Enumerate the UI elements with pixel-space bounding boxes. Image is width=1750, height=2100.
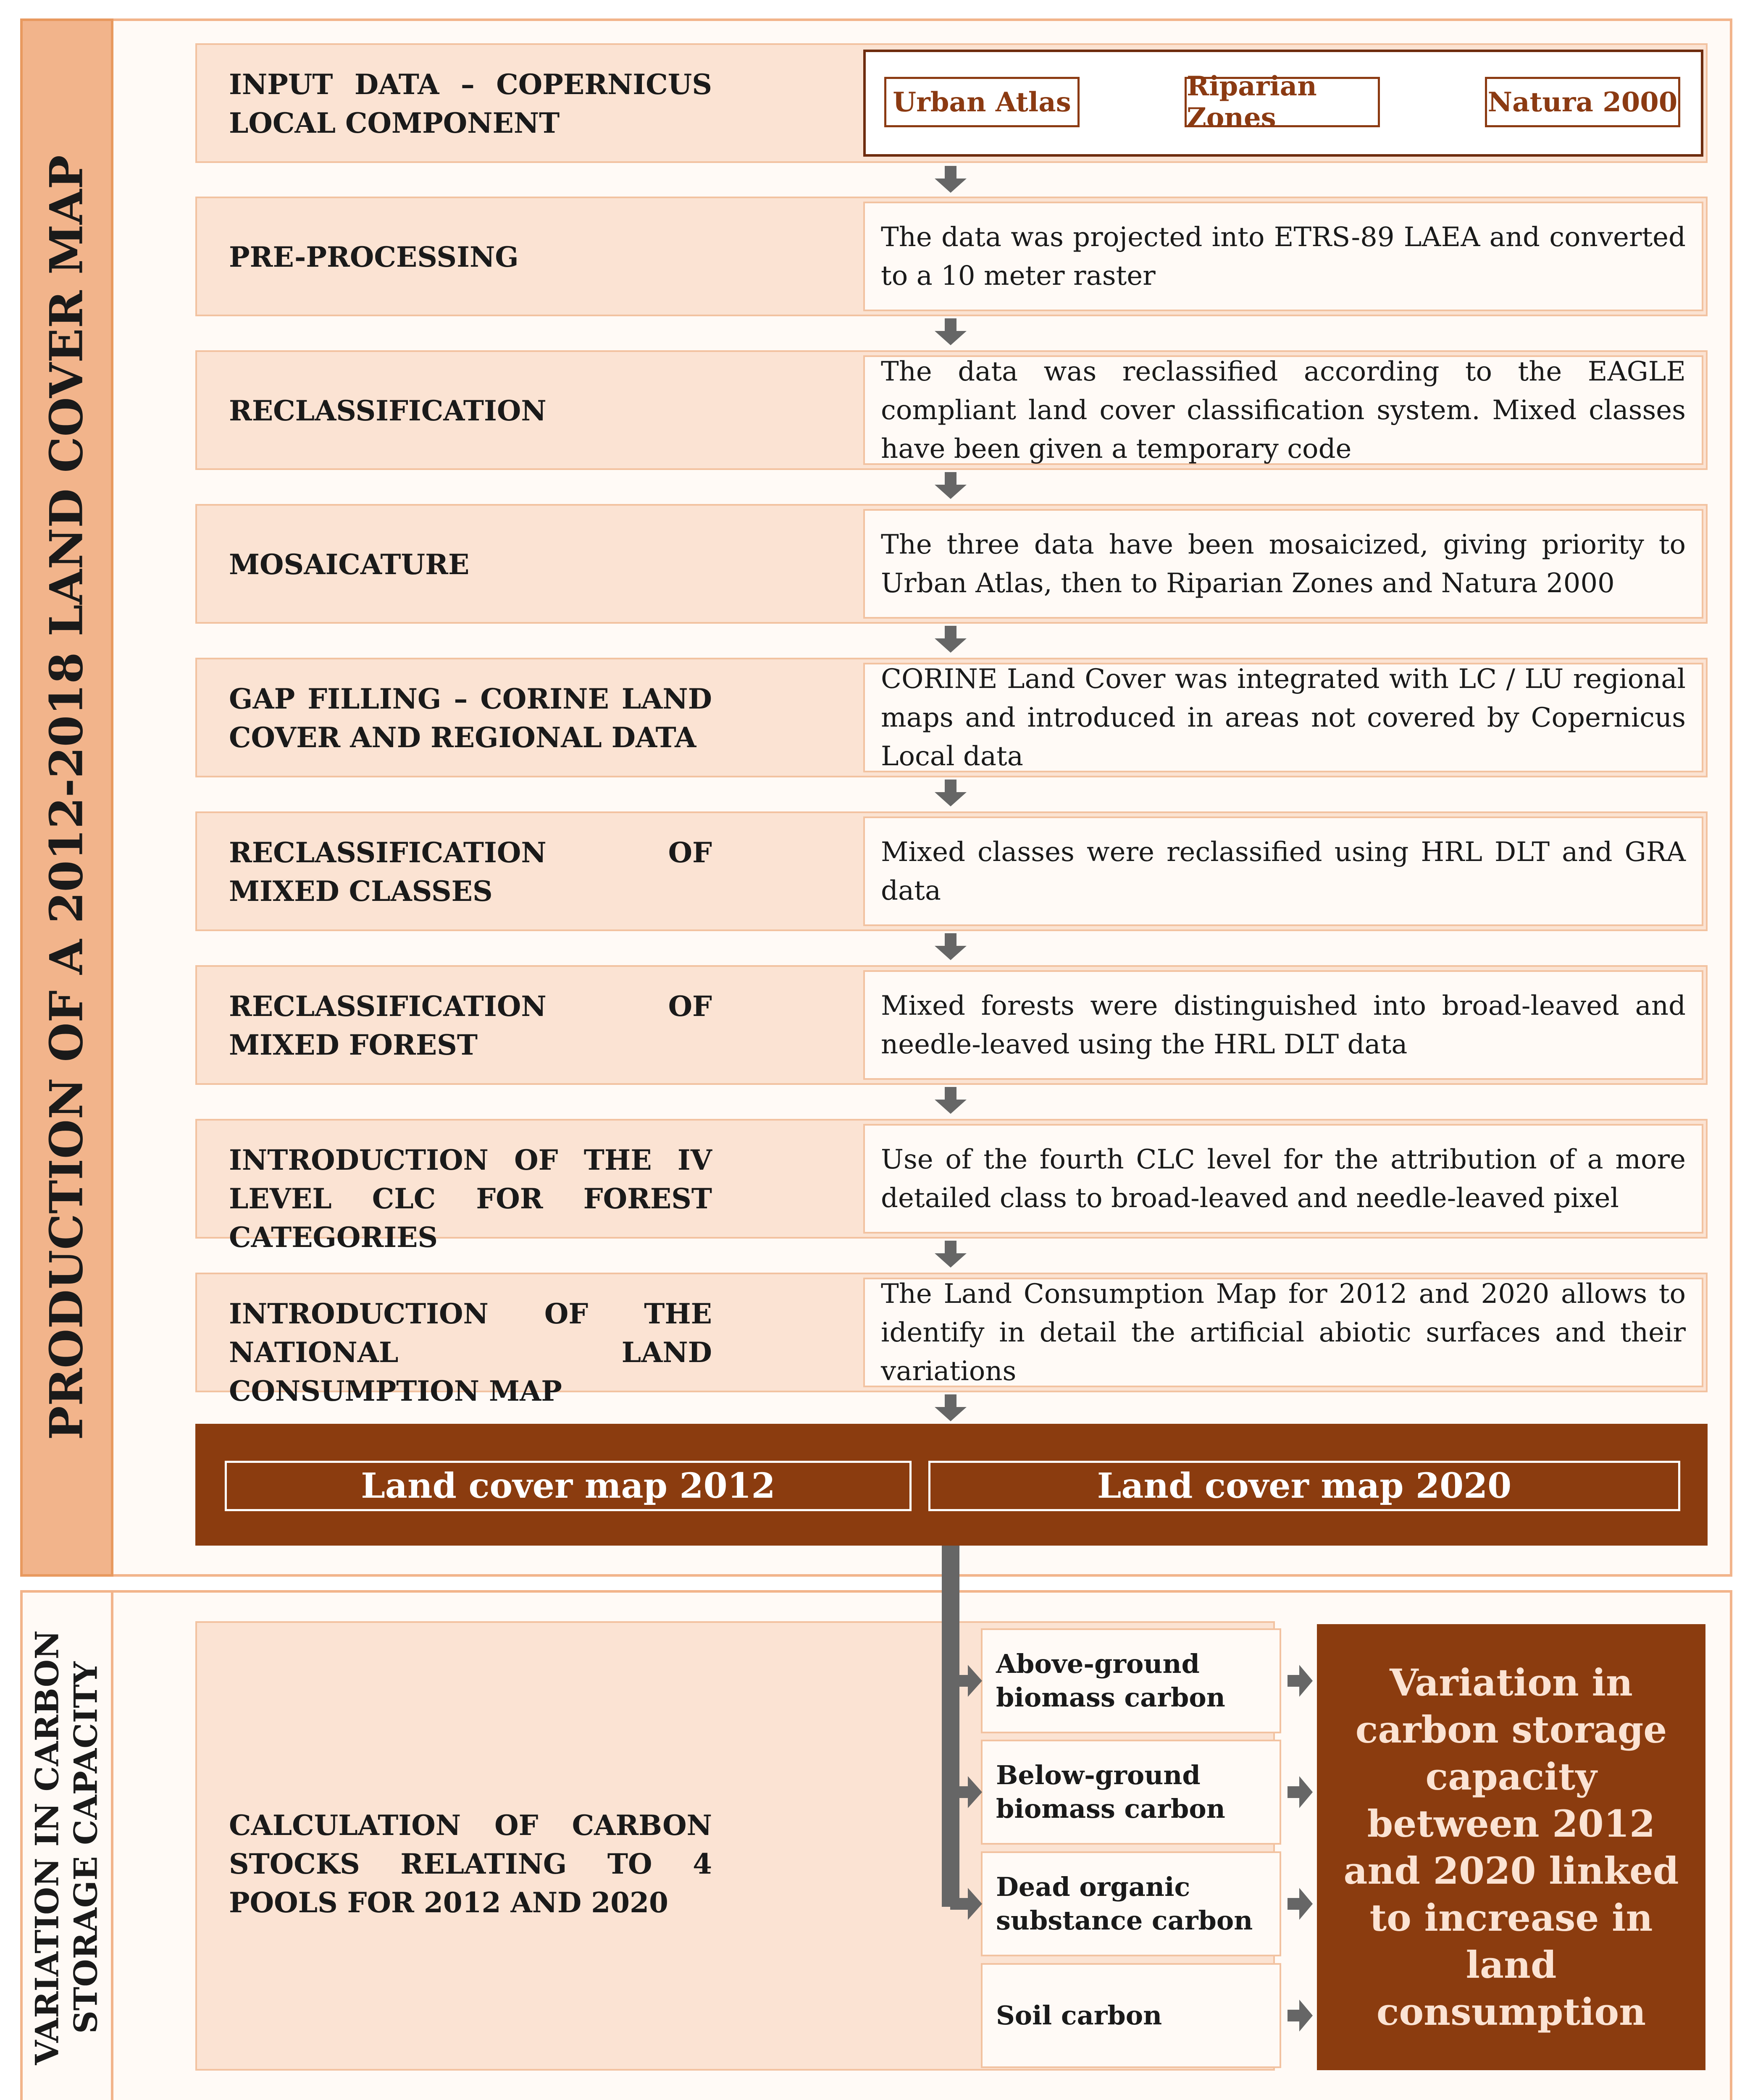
land-cover-map-2012: Land cover map 2012 (225, 1461, 912, 1511)
step-description (863, 1278, 1703, 1387)
carbon-side-band (20, 1590, 113, 2100)
down-arrow-icon (934, 1241, 967, 1268)
step-label: GAP FILLING – CORINE LAND COVER AND REGIONAL DATA (229, 682, 712, 754)
step-description-text: The Land Consumption Map for 2012 and 2020 allows to identify in detail the artificial abiotic surfaces and their variations (881, 1278, 1686, 1387)
carbon-pool-label: Above-ground biomass carbon (996, 1648, 1225, 1713)
step-label: INTRODUCTION OF THE IV LEVEL CLC FOR FOREST CATEGORIES (229, 1144, 712, 1254)
carbon-pool (981, 1740, 1281, 1845)
down-arrow-icon (934, 166, 967, 194)
step-description (863, 816, 1703, 926)
carbon-flow-trunk (942, 1546, 959, 1907)
branch-arrow-icon (950, 1887, 984, 1921)
step-description-text: Mixed classes were reclassified using HRL DLT and GRA data (881, 836, 1686, 906)
down-arrow-icon (934, 933, 967, 961)
down-arrow-icon (934, 626, 967, 654)
step-label: RECLASSIFICATION OF MIXED FOREST (229, 990, 712, 1061)
carbon-pool-label: Soil carbon (996, 2000, 1162, 2031)
carbon-side-label-line1: VARIATION IN CARBON (29, 1630, 66, 2065)
source-natura-2000: Natura 2000 (1485, 77, 1680, 127)
carbon-pool (981, 1628, 1281, 1733)
down-arrow-icon (934, 472, 967, 500)
step-label: RECLASSIFICATION (229, 394, 547, 427)
step-description-text: Use of the fourth CLC level for the attribution of a more detailed class to broad-leaved and needle-leaved pixel (881, 1144, 1686, 1214)
down-arrow-icon (934, 318, 967, 346)
step-label: RECLASSIFICATION OF MIXED CLASSES (229, 836, 712, 908)
right-arrow-icon (1288, 1887, 1314, 1921)
branch-arrow-icon (950, 1775, 984, 1809)
carbon-variation-result: Variation in carbon storage capacity between 2012 and 2020 linked to increase in land consumption (1317, 1624, 1705, 2070)
right-arrow-icon (1288, 1775, 1314, 1809)
step-description (863, 202, 1703, 311)
right-arrow-icon (1288, 1664, 1314, 1698)
carbon-pool (981, 1963, 1281, 2068)
step-description (863, 970, 1703, 1080)
step-description (863, 1124, 1703, 1234)
step-description-text: The data was reclassified according to the EAGLE compliant land cover classification system. Mixed classes have been given a temporary code (881, 356, 1686, 465)
carbon-pool (981, 1851, 1281, 1956)
step-label: MOSAICATURE (229, 548, 470, 581)
carbon-pool-label: Dead organic substance carbon (996, 1872, 1253, 1936)
step-description-text: The three data have been mosaicized, giving priority to Urban Atlas, then to Riparian Zones and Natura 2000 (881, 529, 1686, 599)
step-description-text: Mixed forests were distinguished into broad-leaved and needle-leaved using the HRL DLT data (881, 990, 1686, 1060)
carbon-side-label-line2: STORAGE CAPACITY (67, 1662, 105, 2034)
carbon-side-label (28, 1630, 105, 2065)
step-description-text: CORINE Land Cover was integrated with LC / LU regional maps and introduced in areas not covered by Copernicus Local data (881, 663, 1686, 772)
carbon-label: CALCULATION OF CARBON STOCKS RELATING TO 4 POOLS FOR 2012 AND 2020 (229, 1809, 712, 1919)
input-label: INPUT DATA – COPERNICUS LOCAL COMPONENT (229, 68, 712, 139)
down-arrow-icon (934, 1087, 967, 1115)
down-arrow-icon (934, 780, 967, 807)
step-label: PRE-PROCESSING (229, 241, 519, 273)
source-riparian-zones: Riparian Zones (1185, 77, 1380, 127)
land-cover-map-2020: Land cover map 2020 (928, 1461, 1680, 1511)
source-urban-atlas: Urban Atlas (884, 77, 1080, 127)
production-side-band (20, 18, 113, 1577)
branch-arrow-icon (950, 1664, 984, 1698)
carbon-pool-label: Below-ground biomass carbon (996, 1760, 1225, 1824)
down-arrow-icon (934, 1394, 967, 1422)
step-description (863, 355, 1703, 465)
step-description (863, 509, 1703, 619)
right-arrow-icon (1288, 1999, 1314, 2032)
production-side-label: PRODUCTION OF A 2012-2018 LAND COVER MAP (40, 155, 93, 1440)
step-label: INTRODUCTION OF THE NATIONAL LAND CONSUMPTION MAP (229, 1297, 712, 1407)
step-description-text: The data was projected into ETRS-89 LAEA and converted to a 10 meter raster (881, 221, 1686, 291)
step-description (863, 663, 1703, 772)
